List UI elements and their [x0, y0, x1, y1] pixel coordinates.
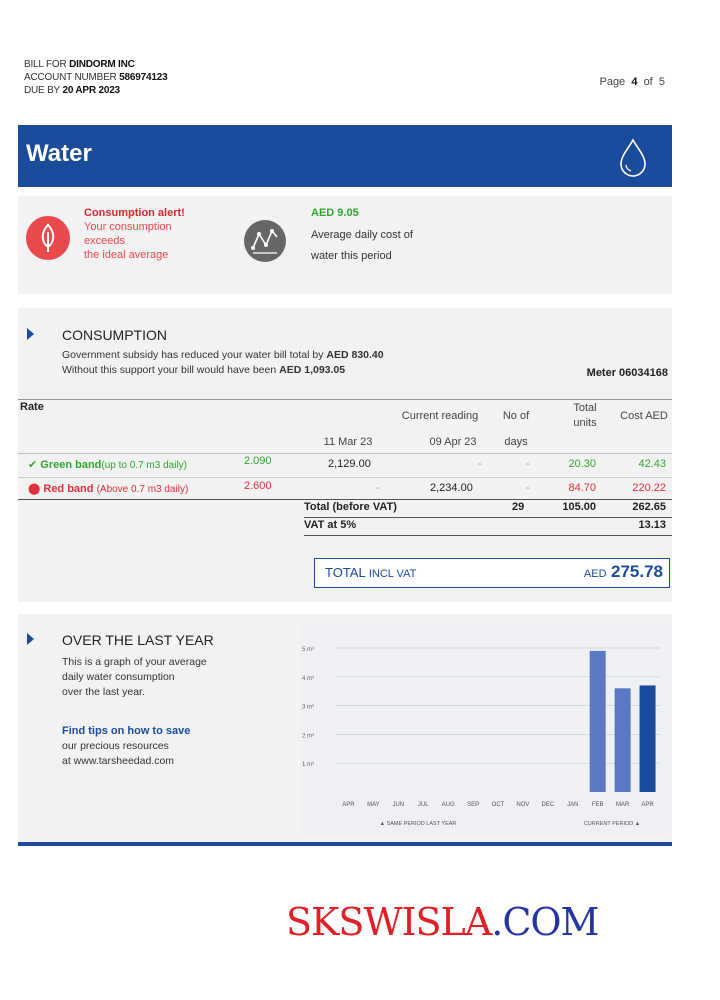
bill-header — [24, 58, 167, 97]
consumption-bar-chart — [300, 624, 670, 836]
due-label: DUE BY — [24, 85, 60, 96]
grand-total-amount — [584, 562, 663, 582]
row-rule — [18, 499, 672, 500]
section-arrow-icon — [27, 328, 34, 340]
bar — [640, 685, 656, 792]
y-tick-label: 1 m³ — [302, 762, 314, 769]
section-arrow-icon — [27, 633, 34, 645]
watermark-part2: .COM — [491, 900, 599, 944]
x-tick-label: JUN — [392, 802, 405, 808]
consumption-panel — [18, 308, 672, 602]
tips-link[interactable]: Find tips on how to save — [62, 725, 191, 737]
water-drop-icon — [616, 137, 650, 177]
leaf-icon — [26, 216, 70, 260]
last-year-heading: OVER THE LAST YEAR — [62, 632, 214, 648]
green-cost: 42.43 — [638, 458, 666, 470]
last-year-panel — [18, 614, 672, 842]
total-rule — [304, 517, 672, 518]
vat-label: VAT at 5% — [304, 519, 357, 531]
total-cost: 262.65 — [632, 501, 666, 513]
green-band-label: Green band — [40, 459, 102, 471]
total-days: 29 — [512, 501, 525, 513]
legend-current: CURRENT PERIOD ▲ — [583, 821, 641, 827]
col-current-date: 09 Apr 23 — [429, 436, 477, 448]
without-text: Without this support your bill would have been — [62, 364, 277, 376]
x-tick-label: AUG — [441, 802, 455, 808]
alert-text — [84, 206, 244, 262]
without-line — [62, 363, 345, 378]
page-current: 4 — [631, 76, 638, 88]
total-before-vat-label: Total (before VAT) — [304, 501, 397, 513]
table-row — [28, 482, 188, 495]
grand-total-label — [325, 565, 416, 580]
tips — [62, 724, 190, 769]
red-units: 84.70 — [568, 482, 596, 494]
header-rule — [18, 453, 672, 454]
grand-currency: AED — [583, 568, 607, 580]
alert-line3: the ideal average — [84, 249, 169, 261]
daily-cost-value: AED 9.05 — [311, 207, 359, 219]
green-prev: 2,129.00 — [328, 458, 371, 470]
watermark — [286, 900, 598, 944]
x-tick-label: JUL — [417, 802, 429, 808]
x-tick-label: FEB — [591, 802, 604, 808]
alert-icon: ⬤ — [28, 483, 41, 495]
table-row — [28, 458, 187, 471]
page-of: of — [643, 76, 653, 88]
graph-icon — [244, 220, 286, 262]
tips-line2: our precious resources — [62, 740, 169, 752]
col-units: units — [573, 417, 597, 429]
check-icon: ✔ — [28, 459, 38, 471]
y-tick-label: 5 m³ — [302, 647, 314, 653]
year-desc1: This is a graph of your average — [62, 656, 207, 668]
bill-for-label: BILL FOR — [24, 59, 67, 70]
y-tick-label: 4 m³ — [302, 675, 314, 682]
grand-sub: INCL VAT — [368, 568, 417, 580]
red-band-label: Red band — [43, 483, 94, 495]
vat-value: 13.13 — [638, 519, 666, 531]
account-value: 586974123 — [119, 72, 168, 83]
row-rule — [18, 477, 672, 478]
col-total: Total — [573, 402, 597, 414]
table-top-rule — [18, 399, 672, 400]
red-band-desc: (Above 0.7 m3 daily) — [96, 484, 189, 495]
daily-cost-line1: Average daily cost of — [311, 229, 413, 241]
account-label: ACCOUNT NUMBER — [24, 72, 117, 83]
consumption-alert-panel — [18, 196, 672, 294]
alert-heading: Consumption alert! — [84, 207, 185, 219]
without-amount: AED 1,093.05 — [279, 364, 346, 376]
x-tick-label: MAY — [367, 802, 380, 808]
green-days: - — [526, 458, 530, 470]
daily-cost-line2: water this period — [311, 250, 392, 262]
page-indicator — [599, 76, 665, 88]
page-total: 5 — [658, 76, 665, 88]
bottom-rule — [18, 842, 672, 846]
x-tick-label: NOV — [516, 802, 530, 808]
page-label: Page — [599, 76, 626, 88]
subsidy-line — [62, 348, 384, 363]
x-tick-label: OCT — [491, 802, 505, 808]
alert-line2: exceeds — [84, 235, 125, 247]
red-cost: 220.22 — [632, 482, 666, 494]
green-current: - — [478, 458, 482, 470]
col-no-of: No of — [502, 410, 530, 422]
vat-rule — [304, 535, 672, 536]
grand-value: 275.78 — [611, 562, 663, 581]
col-cost: Cost AED — [620, 410, 668, 422]
year-desc — [62, 655, 207, 700]
meter-number: Meter 06034168 — [586, 367, 668, 379]
chart-area — [300, 624, 670, 836]
legend-last-year: ▲ SAME PERIOD LAST YEAR — [379, 821, 457, 827]
x-tick-label: MAR — [615, 802, 630, 808]
col-current-reading: Current reading — [401, 410, 479, 422]
daily-cost — [311, 205, 413, 263]
tips-line3: at www.tarsheedad.com — [62, 755, 175, 767]
alert-line1: Your consumption — [84, 221, 172, 233]
y-tick-label: 3 m³ — [302, 704, 314, 711]
grand-total-box — [314, 558, 670, 588]
red-prev: - — [376, 482, 380, 494]
subsidy-amount: AED 830.40 — [326, 349, 384, 361]
red-days: - — [526, 482, 530, 494]
consumption-heading: CONSUMPTION — [62, 327, 167, 343]
y-tick-label: 2 m³ — [302, 733, 314, 740]
total-units: 105.00 — [562, 501, 596, 513]
x-tick-label: SEP — [467, 802, 480, 808]
grand-label: TOTAL — [325, 565, 366, 580]
subsidy-text: Government subsidy has reduced your water bill total by — [62, 349, 324, 361]
water-title-bar — [18, 125, 672, 187]
x-tick-label: DEC — [541, 802, 555, 808]
page-title: Water — [26, 140, 92, 167]
x-tick-label: JAN — [567, 802, 579, 808]
col-prev-date: 11 Mar 23 — [323, 436, 373, 448]
year-desc2: daily water consumption — [62, 671, 175, 683]
bill-for-value: DINDORM INC — [69, 59, 135, 70]
col-days: days — [504, 436, 528, 448]
x-tick-label: APR — [342, 802, 355, 808]
bar — [590, 651, 606, 792]
x-tick-label: APR — [641, 802, 654, 808]
green-rate: 2.090 — [244, 455, 272, 467]
watermark-part1: SKSWISLA — [286, 900, 492, 944]
bar — [615, 688, 631, 792]
green-band-desc: (up to 0.7 m3 daily) — [101, 460, 188, 471]
red-rate: 2.600 — [244, 480, 272, 492]
red-current: 2,234.00 — [430, 482, 473, 494]
col-rate: Rate — [20, 401, 44, 413]
due-value: 20 APR 2023 — [62, 85, 120, 96]
year-desc3: over the last year. — [62, 686, 145, 698]
green-units: 20.30 — [568, 458, 596, 470]
